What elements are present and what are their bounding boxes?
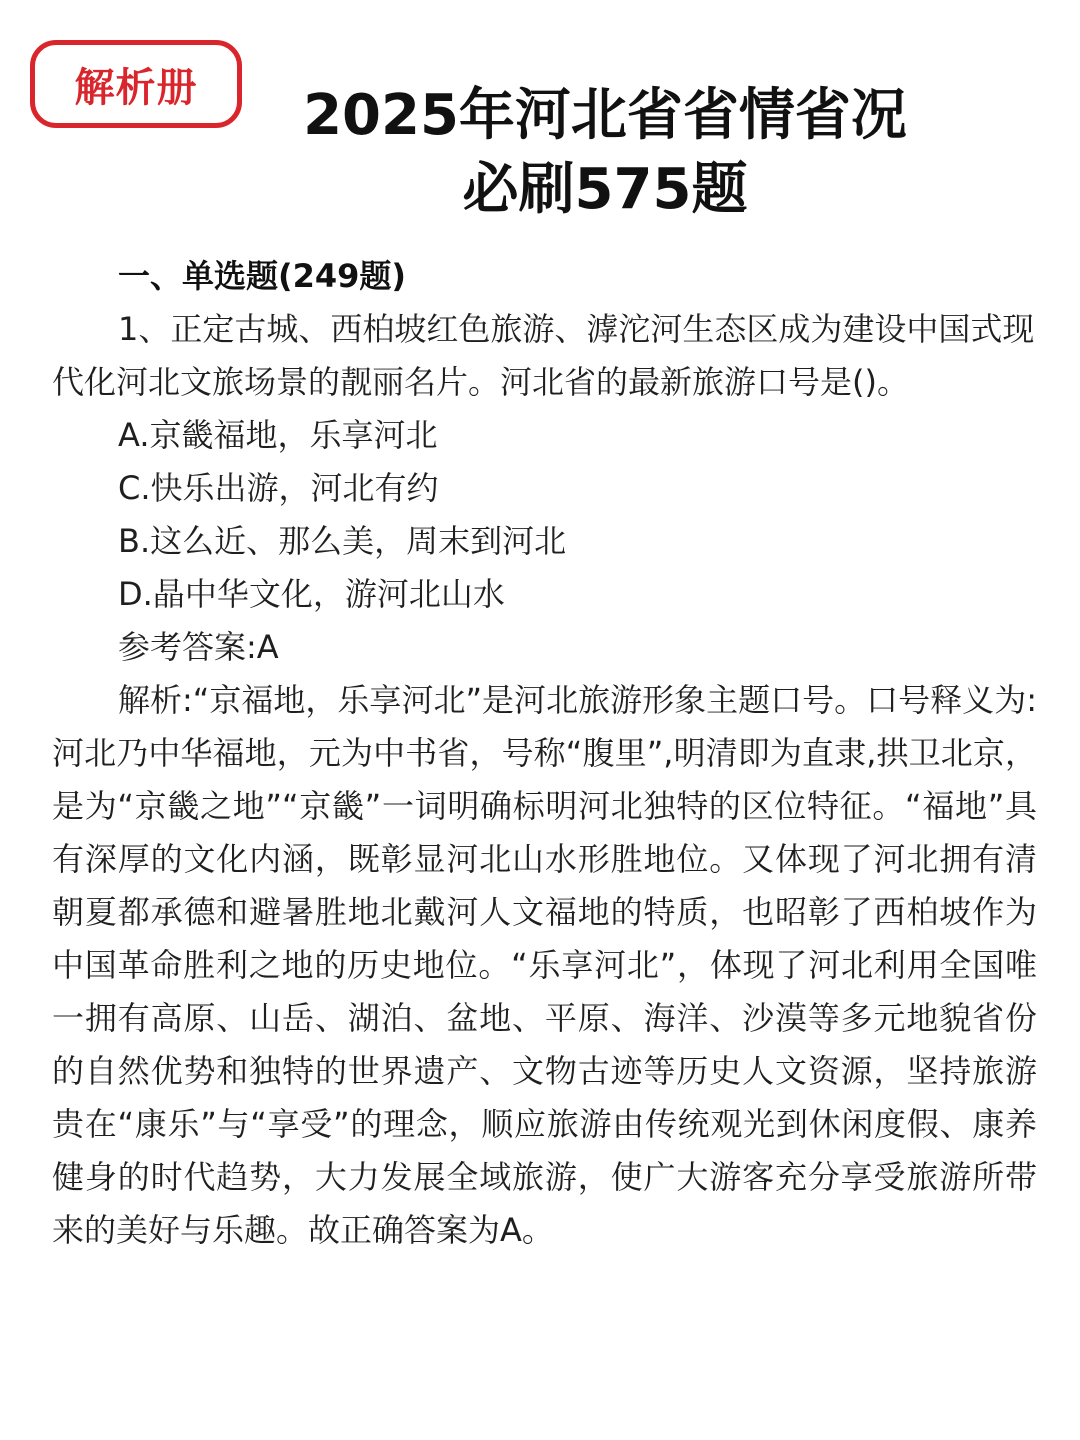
option-c: C.快乐出游，河北有约 xyxy=(118,469,439,507)
reference-answer: 参考答案:A xyxy=(118,628,279,666)
question-stem: 1、正定古城、西柏坡红色旅游、滹沱河生态区成为建设中国式现代化河北文旅场景的靓丽名片。河北省的最新旅游口号是()。 xyxy=(52,310,1035,401)
option-a: A.京畿福地，乐享河北 xyxy=(118,416,438,454)
option-b: B.这么近、那么美，周末到河北 xyxy=(118,522,567,560)
option-d: D.晶中华文化，游河北山水 xyxy=(118,575,505,613)
badge-label: 解析册 xyxy=(74,64,198,111)
analysis-book-badge xyxy=(30,40,242,128)
question-content xyxy=(52,250,1037,1257)
page-title-line2: 必刷575题 xyxy=(462,157,748,222)
page-title-line1: 2025年河北省省情省况 xyxy=(303,83,907,148)
analysis-text: 解析:“京福地，乐享河北”是河北旅游形象主题口号。口号释义为:河北乃中华福地，元为中书省，号称“腹里”,明清即为直隶,拱卫北京，是为“京畿之地”“京畿”一词明确标明河北独特的区位特征。“福地”具有深厚的文化内涵，既彰显河北山水形胜地位。又体现了河北拥有清朝夏都承德和避暑胜地北戴河人文福地的特质，也昭彰了西柏坡作为中国革命胜利之地的历史地位。“乐享河北”，体现了河北利用全国唯一拥有高原、山岳、湖泊、盆地、平原、海洋、沙漠等多元地貌省份的自然优势和独特的世界遗产、文物古迹等历史人文资源，坚持旅游贵在“康乐”与“享受”的理念，顺应旅游由传统观光到休闲度假、康养健身的时代趋势，大力发展全域旅游，使广大游客充分享受旅游所带来的美好与乐趣。故正确答案为A。 xyxy=(52,681,1037,1249)
section-heading: 一、单选题(249题) xyxy=(118,257,407,295)
